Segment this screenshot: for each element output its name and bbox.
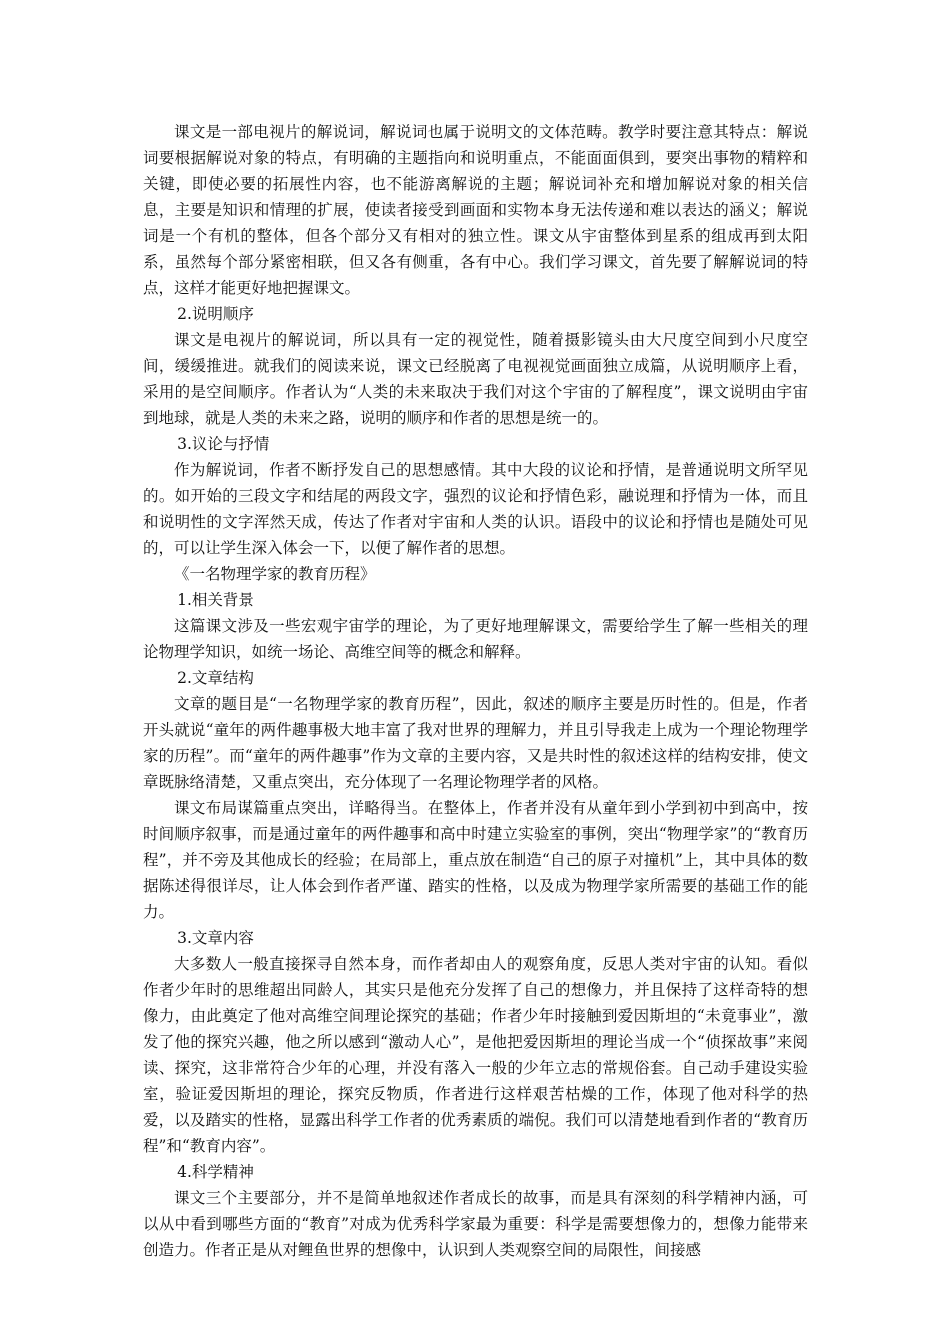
body-paragraph: 这篇课文涉及一些宏观宇宙学的理论，为了更好地理解课文，需要给学生了解一些相关的理论物理学知识，如统一场论、高维空间等的概念和解释。 — [143, 617, 808, 661]
body-paragraph: 课文三个主要部分，并不是简单地叙述作者成长的故事，而是具有深刻的科学精神内涵，可以从中看到哪些方面的“教育”对成为优秀科学家最为重要：科学是需要想像力的，想像力能带来创造力。作者正是从对鲤鱼世界的想像中，认识到人类观察空间的局限性，间接感 — [143, 1189, 808, 1259]
body-paragraph: 课文布局谋篇重点突出，详略得当。在整体上，作者并没有从童年到小学到初中到高中，按时间顺序叙事，而是通过童年的两件趣事和高中时建立实验室的事例，突出“物理学家”的“教育历程”，并不旁及其他成长的经验；在局部上，重点放在制造“自己的原子对撞机”上，其中具体的数据陈述得很详尽，让人体会到作者严谨、踏实的性格，以及成为物理学家所需要的基础工作的能力。 — [143, 799, 808, 921]
body-paragraph: 大多数人一般直接探寻自然本身，而作者却由人的观察角度，反思人类对宇宙的认知。看似作者少年时的思维超出同龄人，其实只是他充分发挥了自己的想像力，并且保持了这样奇特的想像力，由此奠定了他对高维空间理论探究的基础；作者少年时接触到爱因斯坦的“未竟事业”，激发了他的探究兴趣，他之所以感到“激动人心”，是他把爱因斯坦的理论当成一个“侦探故事”来阅读、探究，这非常符合少年的心理，并没有落入一般的少年立志的常规俗套。自己动手建设实验室，验证爱因斯坦的理论，探究反物质，作者进行这样艰苦枯燥的工作，体现了他对科学的热爱，以及踏实的性格，显露出科学工作者的优秀素质的端倪。我们可以清楚地看到作者的“教育历程”和“教育内容”。 — [143, 955, 808, 1155]
subheading: 2.文章结构 — [177, 669, 254, 687]
body-paragraph: 作为解说词，作者不断抒发自己的思想感情。其中大段的议论和抒情，是普通说明文所罕见的。如开始的三段文字和结尾的两段文字，强烈的议论和抒情色彩，融说理和抒情为一体，而且和说明性的文字浑然天成，传达了作者对宇宙和人类的认识。语段中的议论和抒情也是随处可见的，可以让学生深入体会一下，以便了解作者的思想。 — [143, 461, 808, 557]
subheading: 2.说明顺序 — [177, 305, 254, 323]
subheading: 3.文章内容 — [177, 929, 254, 947]
subheading: 4.科学精神 — [177, 1163, 254, 1181]
section-title: 《一名物理学家的教育历程》 — [174, 565, 376, 583]
body-paragraph: 文章的题目是“一名物理学家的教育历程”，因此，叙述的顺序主要是历时性的。但是，作者开头就说“童年的两件趣事极大地丰富了我对世界的理解力，并且引导我走上成为一个理论物理学家的历程”。而“童年的两件趣事”作为文章的主要内容，又是共时性的叙述这样的结构安排，使文章既脉络清楚，又重点突出，充分体现了一名理论物理学者的风格。 — [143, 695, 808, 791]
subheading: 3.议论与抒情 — [177, 435, 270, 453]
subheading: 1.相关背景 — [177, 591, 254, 609]
document-page — [143, 119, 808, 1263]
body-paragraph: 课文是电视片的解说词，所以具有一定的视觉性，随着摄影镜头由大尺度空间到小尺度空间，缓缓推进。就我们的阅读来说，课文已经脱离了电视视觉画面独立成篇，从说明顺序上看，采用的是空间顺序。作者认为“人类的未来取决于我们对这个宇宙的了解程度”，课文说明由宇宙到地球，就是人类的未来之路，说明的顺序和作者的思想是统一的。 — [143, 331, 808, 427]
body-paragraph: 课文是一部电视片的解说词，解说词也属于说明文的文体范畴。教学时要注意其特点：解说词要根据解说对象的特点，有明确的主题指向和说明重点，不能面面俱到，要突出事物的精粹和关键，即使必要的拓展性内容，也不能游离解说的主题；解说词补充和增加解说对象的相关信息，主要是知识和情理的扩展，使读者接受到画面和实物本身无法传递和难以表达的涵义；解说词是一个有机的整体，但各个部分又有相对的独立性。课文从宇宙整体到星系的组成再到太阳系，虽然每个部分紧密相联，但又各有侧重，各有中心。我们学习课文，首先要了解解说词的特点，这样才能更好地把握课文。 — [143, 123, 808, 297]
